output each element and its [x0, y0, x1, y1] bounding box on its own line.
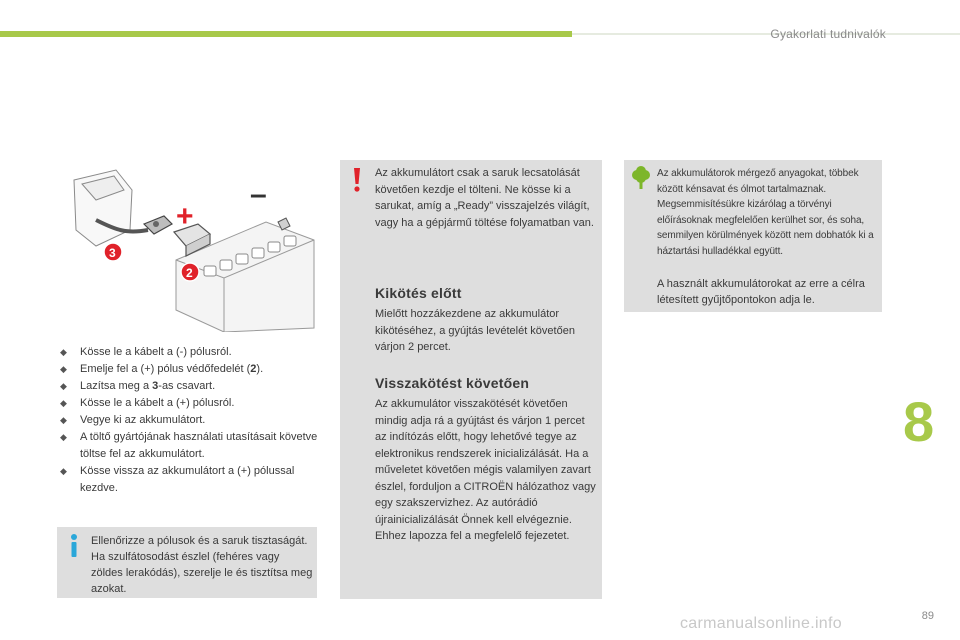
heading-after-reconnect: Visszakötést követően [375, 375, 530, 391]
warning-text: Az akkumulátort csak a saruk lecsatolását követően kezdje el tölteni. Ne kösse ki a sarukat, amíg a „Ready” visszajelzés világít, vagy ha a gépjármű töltése folyamatban van. [375, 167, 594, 229]
tree-icon [631, 166, 651, 190]
info-icon [67, 533, 81, 559]
environment-text: Az akkumulátorok mérgező anyagokat, többek között kénsavat és ólmot tartalmaznak. Megsemmisítésükre kizárólag a törvényi előírásoknak megfelelően kerülhet sor, és soha, semmilyen körülmények között nem dobhatók ki a háztartási hulladékkal együtt. [657, 168, 874, 257]
info-box [57, 527, 317, 598]
list-item: ◆ Kösse vissza az akkumulátort a (+) pólussal kezdve. [60, 465, 295, 494]
bullet-icon: ◆ [60, 364, 67, 374]
watermark: carmanualsonline.info [680, 615, 842, 632]
chapter-number: 8 [903, 390, 935, 453]
minus-sign: – [250, 178, 267, 211]
battery-illustration [56, 160, 316, 332]
bullet-icon: ◆ [60, 347, 67, 357]
list-item: ◆ Kösse le a kábelt a (+) pólusról. [60, 395, 330, 412]
section-title: Gyakorlati tudnivalók [770, 27, 886, 41]
page-number: 89 [921, 610, 934, 622]
list-item: ◆ Vegye ki az akkumulátort. [60, 412, 330, 429]
bullet-icon: ◆ [60, 381, 67, 391]
header-divider [572, 33, 960, 35]
callout-2: 2 [186, 266, 193, 280]
info-text: Ellenőrizze a pólusok és a saruk tisztaságát. Ha szulfátosodást észlel (fehéres vagy zöldes lerakódás), szerelje le és tisztítsa meg azokat. [91, 535, 313, 595]
environment-recycle-text: A használt akkumulátorokat az erre a célra létesített gyűjtőpontokon adja le. [657, 278, 865, 306]
heading-before-disconnect: Kikötés előtt [375, 285, 462, 301]
list-item: ◆ Lazítsa meg a 3-as csavart. [60, 378, 330, 395]
bullet-icon: ◆ [60, 415, 67, 425]
bullet-icon: ◆ [60, 432, 67, 442]
paragraph-before-disconnect: Mielőtt hozzákezdene az akkumulátor kikötéséhez, a gyújtás levételét követően várjon 2 percet. [375, 308, 575, 353]
bullet-icon: ◆ [60, 466, 67, 476]
warning-box [340, 160, 602, 599]
list-item: ◆ A töltő gyártójának használati utasításait követve töltse fel az akkumulátort. [60, 431, 318, 460]
warning-icon [352, 168, 362, 192]
callout-3: 3 [109, 246, 116, 260]
environment-box [624, 160, 882, 312]
steps-list [60, 344, 330, 497]
paragraph-after-reconnect: Az akkumulátor visszakötését követően mindig adja rá a gyújtást és várjon 1 percet az indítózás előtt, hogy lehetővé tegye az elektronikus rendszerek inicializálását. Ha a műveletet követően mégis valamilyen zavart észlel, forduljon a CITROËN hálózathoz vagy egy szakszervizhez. Az autórádió újrainicializálását Önnek kell elvégeznie. Ehhez lapozza fel a megfelelő fejezetet. [375, 398, 596, 542]
list-item: ◆ Kösse le a kábelt a (-) pólusról. [60, 344, 330, 361]
plus-sign: + [176, 200, 194, 233]
bullet-icon: ◆ [60, 398, 67, 408]
header-accent-bar [0, 31, 572, 37]
list-item: ◆ Emelje fel a (+) pólus védőfedelét (2). [60, 361, 330, 378]
